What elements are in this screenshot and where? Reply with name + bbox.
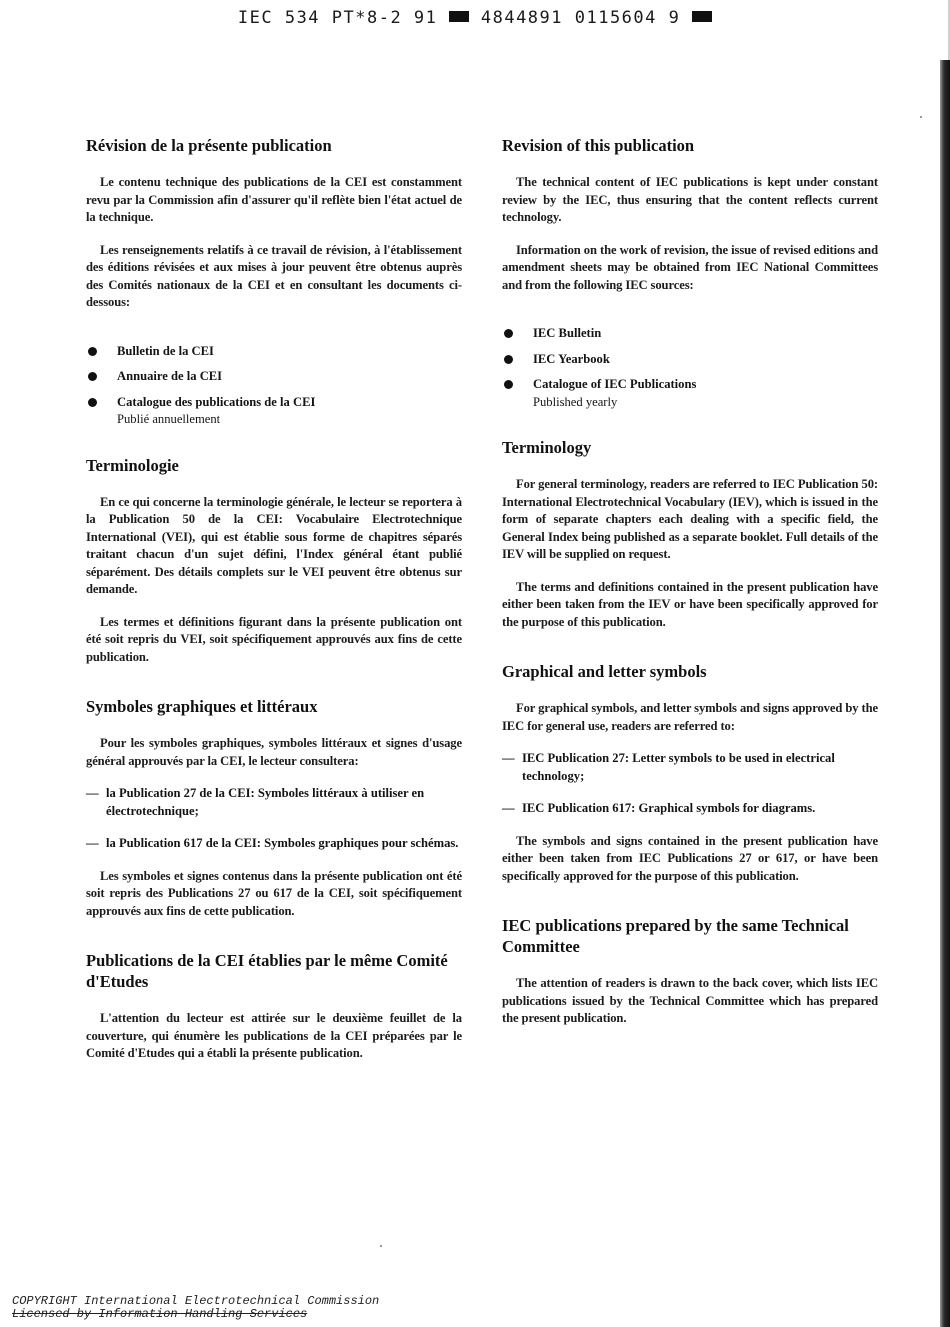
symbols-dash-item-1-fr — [86, 785, 462, 820]
copyright-line: COPYRIGHT International Electrotechnical Commission — [12, 1294, 380, 1308]
dash-item-text: IEC Publication 617: Graphical symbols for diagrams. — [522, 801, 816, 815]
sources-list-fr — [86, 343, 462, 429]
list-item-label: IEC Yearbook — [533, 351, 610, 366]
list-item-label: Catalogue of IEC Publications — [533, 377, 697, 391]
terminology-paragraph-1-fr: En ce qui concerne la terminologie générale, le lecteur se reportera à la Publication 50 de la CEI: Vocabulaire Electrotechnique International (VEI), qui est établie sous forme de chapitres séparés traitant chacun d'un sujet défini, l'Index général étant publié séparément. Des détails complets sur le VEI peuvent être obtenus sur demande. — [86, 494, 462, 596]
dash-mark: — — [86, 786, 99, 800]
copyright-footer — [12, 1295, 379, 1321]
revision-paragraph-2-en: Information on the work of revision, the issue of revised editions and amendment sheets may be obtained from IEC National Committees and from the following IEC sources: — [502, 242, 878, 292]
symbols-paragraph-1-en: For graphical symbols, and letter symbols and signs approved by the IEC for general use, readers are referred to: — [502, 701, 878, 733]
english-column — [502, 135, 878, 1028]
list-item — [502, 325, 878, 343]
header-code-part2: 4844891 0115604 9 — [469, 8, 693, 28]
symbols-heading-fr: Symboles graphiques et littéraux — [86, 697, 318, 716]
terminology-paragraph-2-en: The terms and definitions contained in the present publication have either been taken from the IEV or have been specifically approved for the purpose of this publication. — [502, 579, 878, 629]
committee-paragraph-en: The attention of readers is drawn to the back cover, which lists IEC publications issued by the Technical Committee which has prepared the present publication. — [502, 976, 878, 1025]
bullet-dot-icon — [88, 372, 97, 381]
list-item — [502, 376, 878, 411]
bullet-dot-icon — [504, 329, 513, 338]
dash-item-text: IEC Publication 27: Letter symbols to be used in electrical technology; — [522, 751, 835, 783]
list-item-sublabel: Published yearly — [533, 394, 618, 409]
french-column — [86, 135, 462, 1063]
terminology-paragraph-2-fr: Les termes et définitions figurant dans la présente publication ont été soit repris du VEI, soit spécifiquement approuvés aux fins de cette publication. — [86, 614, 462, 664]
sources-list-en — [502, 325, 878, 411]
symbols-heading-en: Graphical and letter symbols — [502, 662, 707, 681]
list-item — [502, 351, 878, 369]
terminology-heading-en: Terminology — [502, 438, 592, 457]
symbols-paragraph-2-fr: Les symboles et signes contenus dans la présente publication ont été soit repris des Publications 27 ou 617 de la CEI, soit spécifiquement approuvés aux fins de cette publication. — [86, 868, 462, 918]
header-code-part1: IEC 534 PT*8-2 91 — [237, 8, 450, 28]
committee-heading-fr: Publications de la CEI établies par le même Comité d'Etudes — [86, 951, 448, 991]
symbols-dash-item-2-en — [502, 800, 878, 818]
list-item — [86, 394, 462, 429]
scan-speck — [380, 1245, 382, 1247]
header-block-mark-1 — [449, 11, 469, 22]
dash-item-text: la Publication 27 de la CEI: Symboles littéraux à utiliser en électrotechnique; — [106, 786, 425, 818]
committee-paragraph-fr: L'attention du lecteur est attirée sur le deuxième feuillet de la couverture, qui énumère les publications de la CEI préparées par le Comité d'Etudes qui a établi la présente publication. — [86, 1011, 462, 1060]
revision-paragraph-1-fr: Le contenu technique des publications de la CEI est constamment revu par la Commission afin d'assurer qu'il reflète bien l'état actuel de la technique. — [86, 175, 462, 224]
bullet-dot-icon — [504, 380, 513, 389]
dash-item-text: la Publication 617 de la CEI: Symboles graphiques pour schémas. — [106, 836, 459, 850]
list-item-label: IEC Bulletin — [533, 326, 602, 340]
license-line: Licensed by Information Handling Services — [12, 1307, 308, 1321]
bullet-dot-icon — [504, 355, 513, 364]
dash-mark: — — [502, 751, 515, 765]
revision-paragraph-1-en: The technical content of IEC publications is kept under constant review by the IEC, thus ensuring that the content reflects current technology. — [502, 175, 878, 224]
terminology-heading-fr: Terminologie — [86, 455, 179, 475]
dash-mark: — — [502, 801, 515, 815]
list-item — [86, 343, 462, 361]
bullet-dot-icon — [88, 347, 97, 356]
symbols-paragraph-2-en: The symbols and signs contained in the present publication have either been taken from IEC Publications 27 or 617, or have been specifically approved for the purpose of this publication. — [502, 833, 878, 883]
dash-mark: — — [86, 836, 99, 850]
revision-paragraph-2-fr: Les renseignements relatifs à ce travail de révision, à l'établissement des éditions révisées et aux mises à jour peuvent être obtenus auprès des Comités nationaux de la CEI et en consultant les documents ci-dessous: — [86, 242, 462, 309]
scan-edge-shadow — [940, 60, 950, 1327]
committee-heading-en: IEC publications prepared by the same Technical Committee — [502, 916, 849, 956]
document-header-code — [0, 8, 950, 28]
symbols-dash-item-2-fr — [86, 835, 462, 853]
scan-speck — [920, 116, 922, 118]
list-item — [86, 368, 462, 386]
symbols-paragraph-1-fr: Pour les symboles graphiques, symboles littéraux et signes d'usage général approuvés par la CEI, le lecteur consultera: — [86, 736, 462, 768]
list-item-label: Bulletin de la CEI — [117, 343, 214, 358]
header-block-mark-2 — [692, 11, 712, 22]
bullet-dot-icon — [88, 398, 97, 407]
list-item-sublabel: Publié annuellement — [117, 412, 221, 426]
symbols-dash-item-1-en — [502, 750, 878, 785]
revision-heading-en: Revision of this publication — [502, 136, 695, 155]
list-item-label: Annuaire de la CEI — [117, 369, 223, 383]
list-item-label: Catalogue des publications de la CEI — [117, 394, 316, 409]
revision-heading-fr: Révision de la présente publication — [86, 136, 332, 155]
terminology-paragraph-1-en: For general terminology, readers are referred to IEC Publication 50: International Electrotechnical Vocabulary (IEV), which is issued in the form of separate chapters each dealing with a specific field, the General Index being published as a separate booklet. Full details of the IEV will be supplied on request. — [502, 477, 878, 561]
